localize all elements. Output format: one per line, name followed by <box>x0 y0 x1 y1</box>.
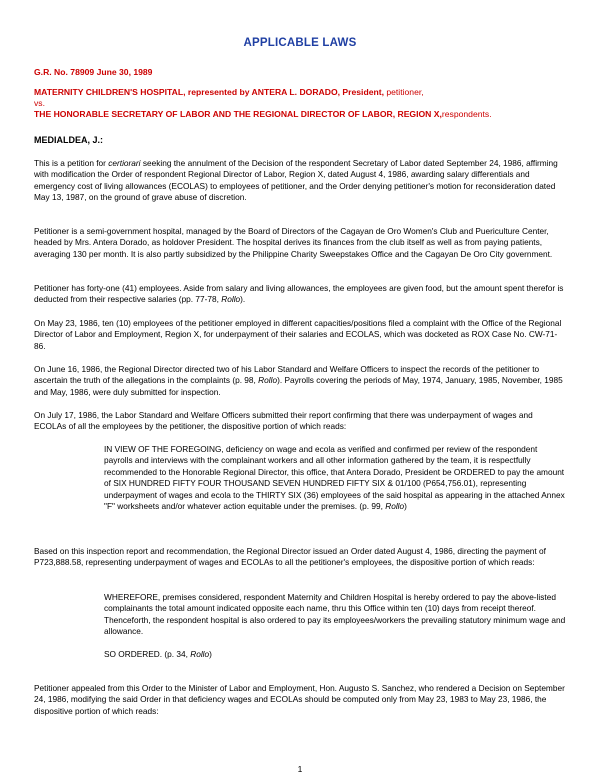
ponente: MEDIALDEA, J.: <box>34 135 104 145</box>
paragraph-2: Petitioner is a semi-government hospital, managed by the Board of Directors of the Cagayan de Oro Women's Club and Puericulture Center, headed by Mrs. Antera Dorado, as holdover President. The hospital derives its finances from the club itself as well as from paying patients, averaging 130 per month. It is also partly subsidized by the Philippine Charity Sweepstakes Office and the Cagayan De Oro City government. <box>34 226 553 259</box>
paragraph-7: Based on this inspection report and recommendation, the Regional Director issued an Order dated August 4, 1986, directing the payment of P723,888.58, representing underpayment of wages and ECOLAs to all the petitioner's employees, the dispositive portion of which reads: <box>34 546 546 568</box>
page-number: 1 <box>297 764 303 774</box>
block-quote-2: WHEREFORE, premises considered, respondent Maternity and Children Hospital is hereby ordered to pay the above-listed complainants the total amount indicated opposite each name, thru this Office within ten (10) days from receipt thereof. Thenceforth, the respondent hospital is also ordered to pay its employees/workers the prevailing statutory minimum wage and allowance. <box>104 592 566 637</box>
paragraph-3: Petitioner has forty-one (41) employees. Aside from salary and living allowances, the employees are given food, but the amount spent therefor is deducted from their respective salaries (pp. 77-78, Rollo). <box>34 283 564 305</box>
so-ordered: SO ORDERED. (p. 34, Rollo) <box>104 649 212 659</box>
paragraph-4: On May 23, 1986, ten (10) employees of the petitioner employed in different capacities/positions filed a complaint with the Office of the Regional Director of Labor and Employment, Region X, for underpayment of their salaries and ECOLAS, which was docketed as ROX Case No. CW-71-86. <box>34 318 562 351</box>
paragraph-1: This is a petition for certiorari seeking the annulment of the Decision of the respondent Secretary of Labor dated September 24, 1986, affirming with modification the Order of respondent Regional Director of Labor, Region X, dated August 4, 1986, awarding salary differentials and emergency cost of living allowances (ECOLAS) to employees of petitioner, and the Order denying petitioner's motion for reconsideration dated May 13, 1987, on the ground of grave abuse of discretion. <box>34 158 558 203</box>
paragraph-6: On July 17, 1986, the Labor Standard and Welfare Officers submitted their report confirming that there was underpayment of wages and ECOLAs of all the employees by the petitioner, the dispositive portion of which reads: <box>34 410 533 432</box>
paragraph-8: Petitioner appealed from this Order to the Minister of Labor and Employment, Hon. Augusto S. Sanchez, who rendered a Decision on September 24, 1986, modifying the said Order in that deficiency wages and ECOLAs should be computed only from May 23, 1983 to May 23, 1986, the dispositive portion of which reads: <box>34 683 565 716</box>
respondent-name: THE HONORABLE SECRETARY OF LABOR AND THE REGIONAL DIRECTOR OF LABOR, REGION X, <box>34 109 442 119</box>
petitioner-role: petitioner, <box>386 87 424 97</box>
versus-label: vs. <box>34 98 45 108</box>
respondent-role: respondents. <box>441 109 492 119</box>
page-title: APPLICABLE LAWS <box>243 37 357 49</box>
paragraph-5: On June 16, 1986, the Regional Director directed two of his Labor Standard and Welfare Officers to inspect the records of the petitioner to ascertain the truth of the allegations in the complaints (p. 98, Rollo). Payrolls covering the periods of May, 1974, January, 1985, November, 1985 and May, 1986, were duly submitted for inspection. <box>34 364 563 397</box>
case-parties <box>34 87 574 120</box>
petitioner-name: MATERNITY CHILDREN'S HOSPITAL, represented by ANTERA L. DORADO, President, <box>34 87 384 97</box>
block-quote-1: IN VIEW OF THE FOREGOING, deficiency on wage and ecola as verified and confirmed per review of the respondent payrolls and interviews with the complainant workers and all other information gathered by the team, it is respectfully recommended to the Honorable Regional Director, this office, that Antera Dorado, President be ORDERED to pay the amount of SIX HUNDRED FIFTY FOUR THOUSAND SEVEN HUNDRED FIFTY SIX & 01/100 (P654,756.01), representing underpayment of wages and ecola to the THIRTY SIX (36) employees of the said hospital as appearing in the attached Annex "F" worksheets and/or whatever action equitable under the premises. (p. 99, Rollo) <box>104 444 565 512</box>
case-reference: G.R. No. 78909 June 30, 1989 <box>34 67 153 77</box>
